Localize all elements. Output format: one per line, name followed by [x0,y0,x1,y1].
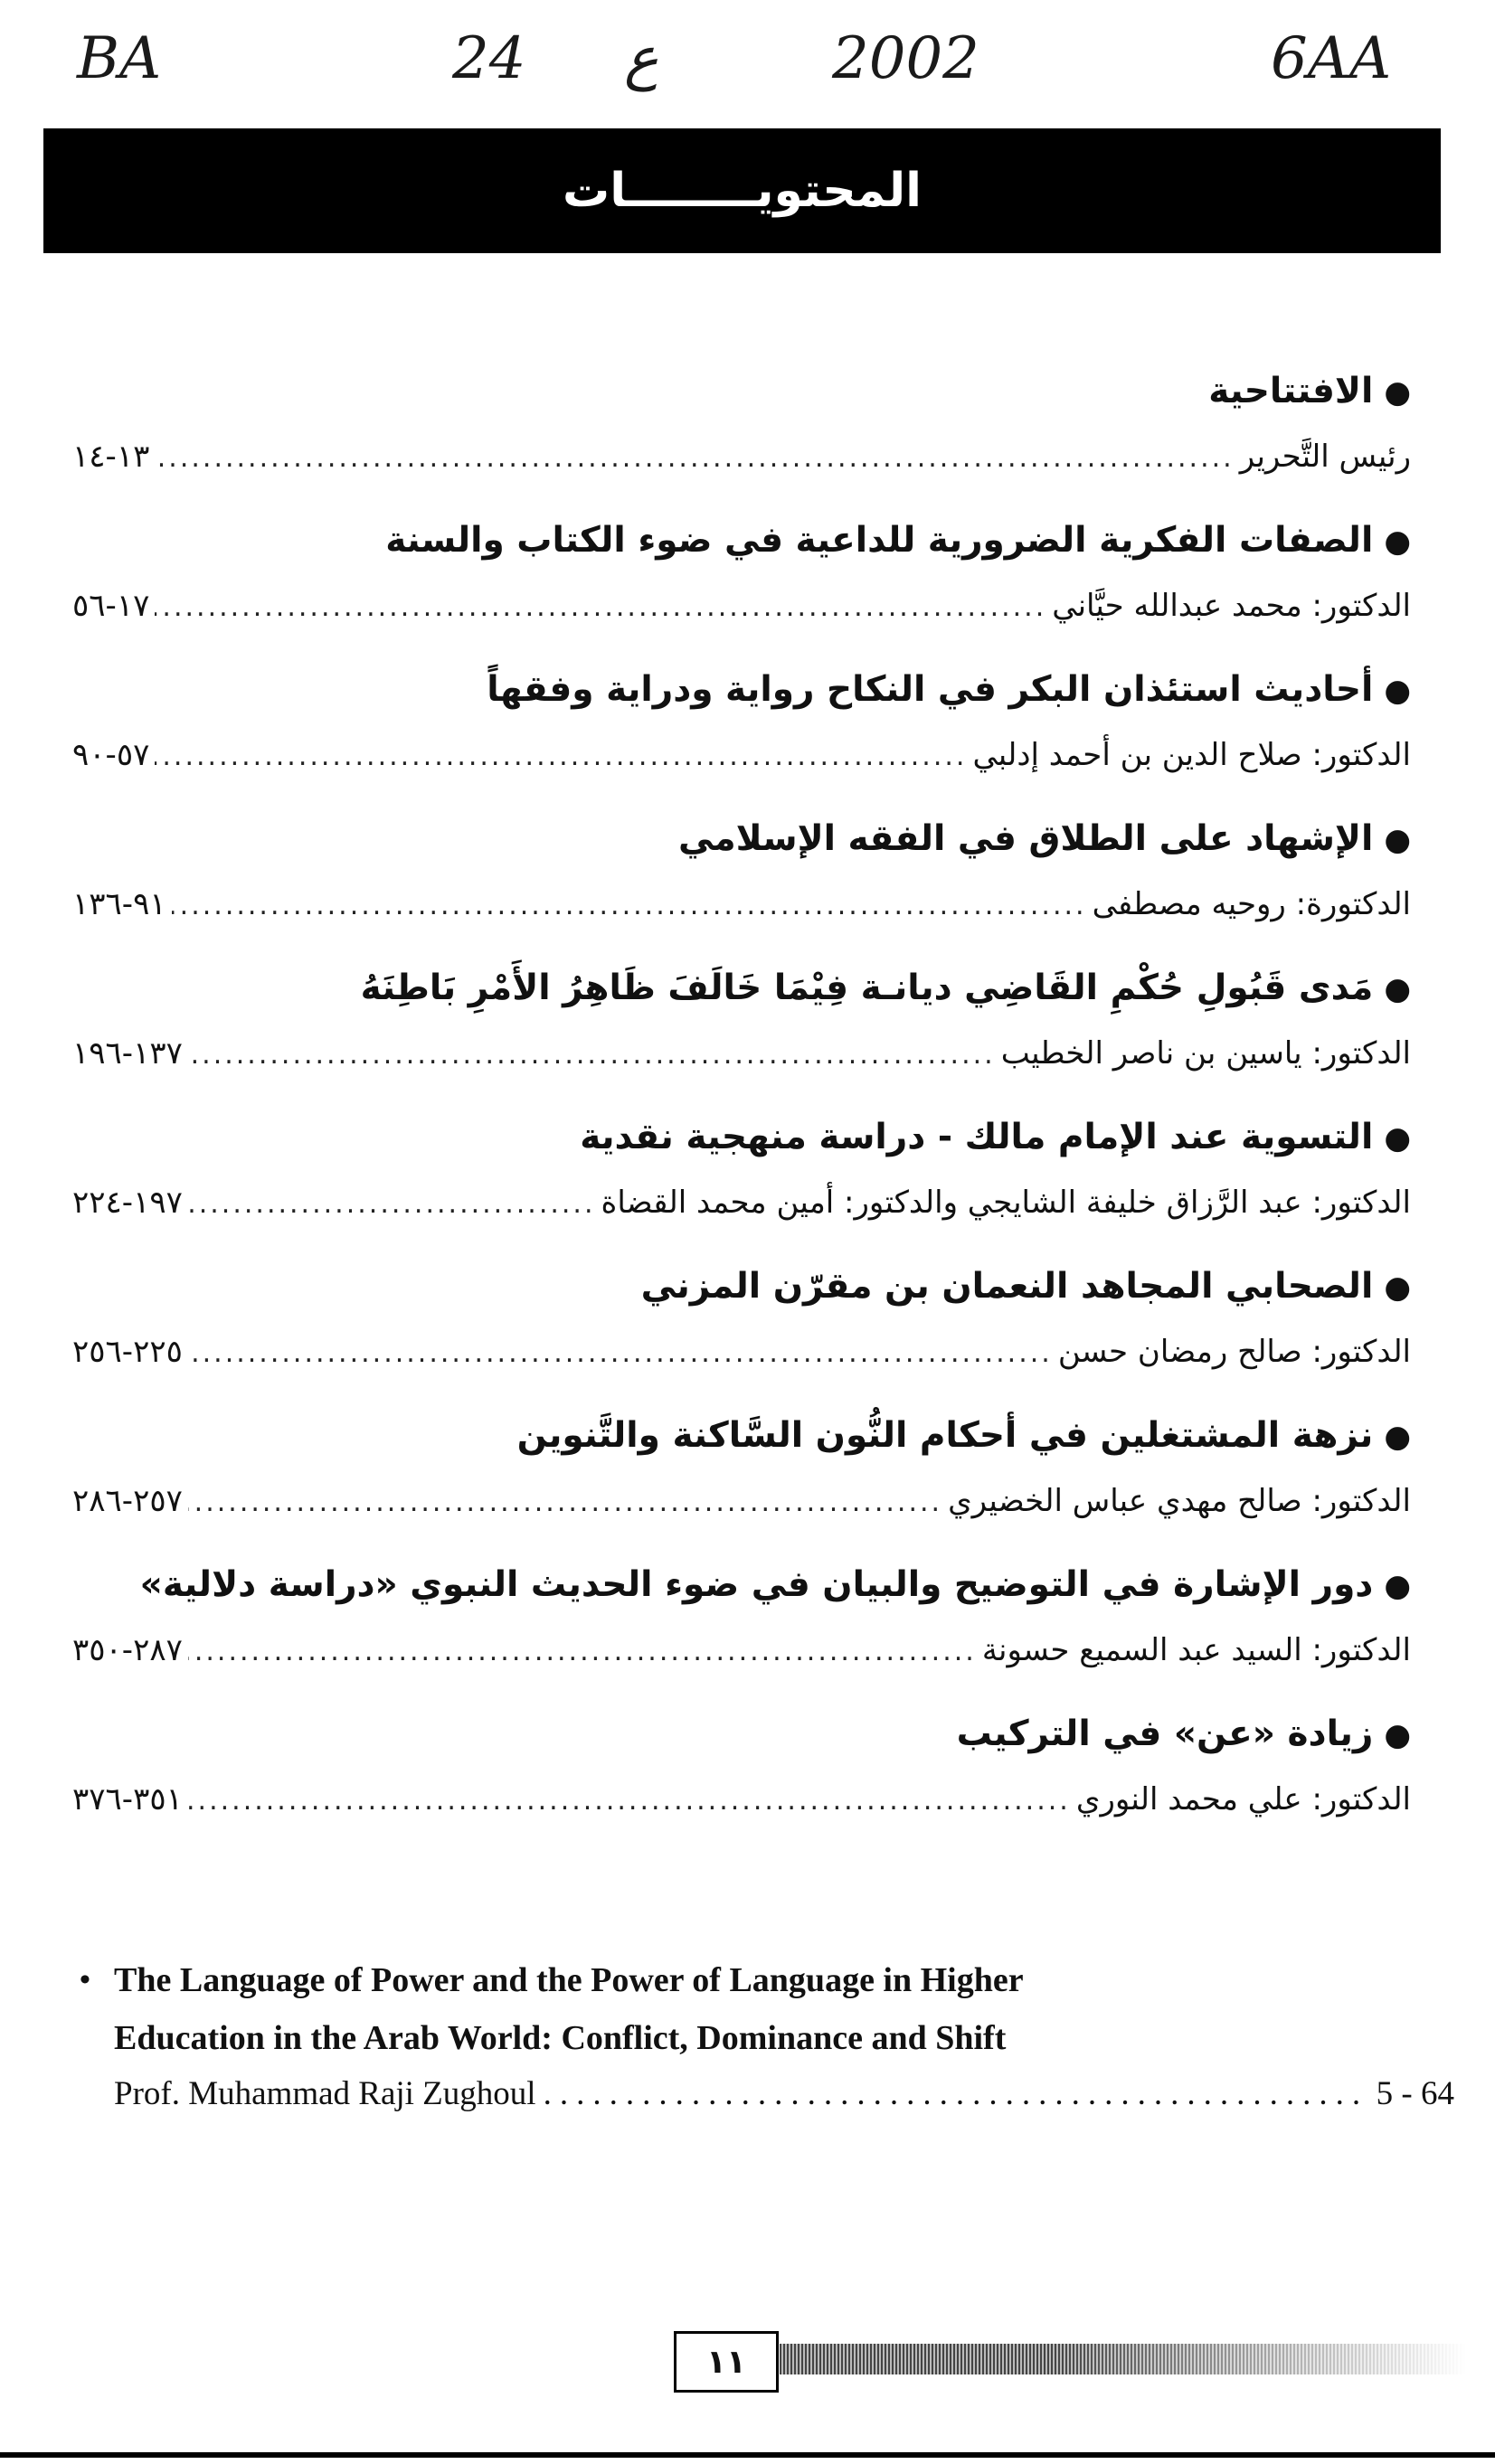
toc-entry-title-row[interactable] [72,1261,1411,1314]
toc-entry-title: الإشهاد على الطلاق في الفقه الإسلامي [678,818,1374,859]
english-entry-author-row [80,2071,1454,2118]
handwritten-note: 24 [452,25,526,92]
toc-entry[interactable] [72,963,1411,1079]
toc-entry-title: أحاديث استئذان البكر في النكاح رواية ودراية وفقهاً [487,669,1374,710]
toc-entry-author: الدكتور: صلاح الدين بن أحمد إدلبي [972,737,1411,773]
toc-entry-author-row [72,733,1411,780]
bullet-icon: ● [1384,1717,1411,1753]
toc-entry-pages: ٥٧-٩٠ [72,737,150,773]
toc-entry-author: الدكتور: ياسين بن ناصر الخطيب [1000,1035,1411,1072]
decorative-halftone-bar [780,2344,1467,2374]
toc-entry-title: الافتتاحية [1208,371,1374,411]
page-number: ١١ [674,2331,779,2393]
toc-entry[interactable] [72,1261,1411,1377]
toc-entry-pages: ١٣٧-١٩٦ [72,1035,183,1072]
toc-entry-author: الدكتورة: روحيه مصطفى [1092,886,1411,922]
bullet-icon: ● [1384,1270,1411,1306]
toc-entry-author: الدكتور: السيد عبد السميع حسونة [981,1632,1411,1668]
dot-leader [188,1780,1071,1823]
dot-leader [188,1332,1053,1375]
handwritten-note: BA [77,25,162,92]
handwritten-note: 2002 [832,25,979,92]
toc-entry-pages: ١٩٧-٢٢٤ [72,1185,183,1221]
toc-entry-title-row[interactable] [72,665,1411,717]
handwritten-note: ع [624,25,659,92]
toc-entry-title-row[interactable] [72,1560,1411,1612]
dot-leader [188,1034,996,1077]
toc-entry[interactable] [72,1709,1411,1825]
toc-entry-author-row [72,1330,1411,1377]
bullet-icon: ● [1384,673,1411,709]
dot-leader [155,735,967,779]
english-entry-title[interactable] [80,1951,1454,2067]
toc-entry-pages: ٢٢٥-٢٥٦ [72,1334,183,1370]
toc-entry-author: رئيس التَّحرير [1239,439,1411,475]
bullet-icon: ● [1384,1419,1411,1455]
english-entry-title-line: The Language of Power and the Power of Language in Higher [114,1961,1024,1999]
english-entry-pages: 5 - 64 [1376,2075,1454,2112]
bullet-icon: ● [1384,822,1411,858]
toc-entry-title: زيادة «عن» في التركيب [956,1713,1374,1754]
handwritten-note: 6AA [1271,25,1392,92]
toc-entry-author: الدكتور: عبد الرَّزاق خليفة الشايجي والدكتور: أمين محمد القضاة [601,1185,1411,1221]
dot-leader [544,2071,1369,2118]
dot-leader [188,1481,942,1525]
toc-entry-author-row [72,1032,1411,1079]
dot-leader [188,1630,977,1674]
toc-entry-author: الدكتور: صالح رمضان حسن [1057,1334,1411,1370]
toc-entry-author-row [72,883,1411,930]
toc-entry[interactable] [72,1411,1411,1526]
toc-entry-author: الدكتور: علي محمد النوري [1075,1781,1411,1817]
toc-entry[interactable] [72,665,1411,780]
dot-leader [155,437,1234,480]
toc-entry-author: الدكتور: صالح مهدي عباس الخضيري [948,1483,1411,1519]
bullet-icon: ● [1384,1120,1411,1156]
toc-entry-title: دور الإشارة في التوضيح والبيان في ضوء الحديث النبوي «دراسة دلالية» [139,1564,1374,1605]
toc-entry-title-row[interactable] [72,963,1411,1015]
toc-entry-title: مَدى قَبُولِ حُكْمِ القَاضِي ديانـة فِيْمَا خَالَفَ ظَاهِرُ الأَمْرِ بَاطِنَهُ [360,968,1374,1008]
toc-entry-pages: ٩١-١٣٦ [72,886,166,922]
toc-entry-author-row [72,1479,1411,1526]
toc-entry-title-row[interactable] [72,1411,1411,1463]
toc-entry[interactable] [72,814,1411,930]
bullet-icon: ● [1384,971,1411,1007]
dot-leader [172,884,1087,928]
toc-entry-pages: ٣٥١-٣٧٦ [72,1781,183,1817]
toc-entry-author-row [72,584,1411,631]
dot-leader [155,586,1046,629]
toc-entry-title-row[interactable] [72,1709,1411,1761]
toc-entry-author-row [72,435,1411,482]
dot-leader [188,1183,596,1226]
toc-entry[interactable] [72,366,1411,482]
contents-header-banner [43,128,1441,253]
toc-entry-pages: ٢٥٧-٢٨٦ [72,1483,183,1519]
table-of-contents [72,366,1411,1858]
toc-entry-title-row[interactable] [72,515,1411,568]
bullet-icon: ● [1384,374,1411,411]
english-entry-title-line: Education in the Arab World: Conflict, Dominance and Shift [114,2019,1007,2057]
toc-entry-pages: ٢٨٧-٣٥٠ [72,1632,183,1668]
toc-entry-author-row [72,1181,1411,1228]
toc-entry-title-row[interactable] [72,366,1411,419]
toc-entry[interactable] [72,1560,1411,1676]
toc-entry-title-row[interactable] [72,814,1411,866]
toc-entry-pages: ١٧-٥٦ [72,588,150,624]
english-entry-author: Prof. Muhammad Raji Zughoul [114,2075,536,2112]
bullet-icon: • [80,1963,90,1997]
english-toc-entry[interactable] [80,1951,1454,2118]
toc-entry-title: الصفات الفكرية الضرورية للداعية في ضوء الكتاب والسنة [385,520,1374,561]
toc-entry-pages: ١٣-١٤ [72,439,150,475]
page-title: المحتويــــــــات [562,164,922,218]
toc-entry-author-row [72,1629,1411,1676]
toc-entry-title: نزهة المشتغلين في أحكام النُّون السَّاكنة والتَّنوين [516,1415,1374,1456]
toc-entry-title: التسوية عند الإمام مالك - دراسة منهجية نقدية [580,1117,1374,1157]
bullet-icon: ● [1384,1568,1411,1604]
toc-entry-title-row[interactable] [72,1112,1411,1165]
bullet-icon: ● [1384,524,1411,560]
toc-entry-author: الدكتور: محمد عبدالله حيَّاني [1052,588,1411,624]
page-edge-rule [0,2452,1495,2458]
toc-entry-author-row [72,1778,1411,1825]
toc-entry-title: الصحابي المجاهد النعمان بن مقرّن المزني [640,1266,1374,1307]
toc-entry[interactable] [72,515,1411,631]
toc-entry[interactable] [72,1112,1411,1228]
